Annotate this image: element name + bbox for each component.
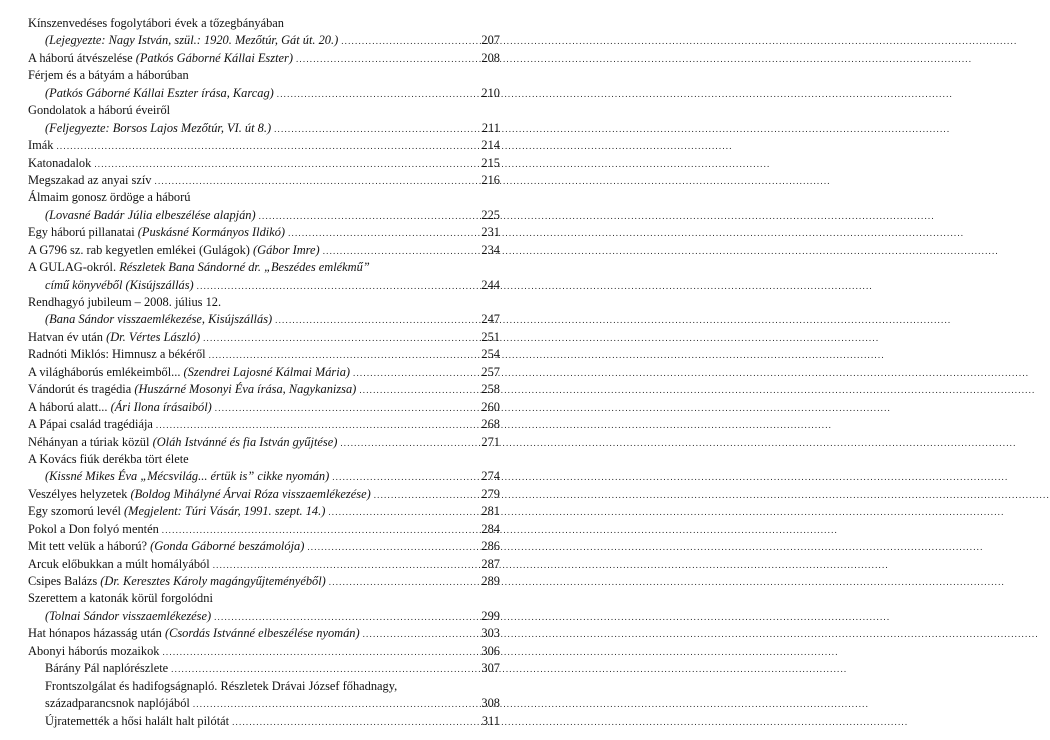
toc-line-text: Egy háború pillanatai (Puskásné Kormányos Ildikó): [28, 225, 286, 240]
toc-line: [28, 85, 500, 102]
toc-line-text: Pokol a Don folyó mentén: [28, 521, 159, 536]
dot-leader: [193, 696, 477, 713]
toc-line-text: (Lovasné Badár Júlia elbeszélése alapján): [45, 207, 256, 222]
toc-line-text: Megszakad az anyai szív: [28, 172, 152, 187]
toc-line: [28, 503, 500, 520]
dot-leader: [307, 539, 477, 556]
dot-leader: [94, 156, 477, 173]
toc-line: [28, 625, 500, 642]
toc-line-text: A Kovács fiúk derékba tört élete: [28, 451, 189, 466]
toc-line: [28, 102, 500, 119]
dot-leader: [353, 365, 477, 382]
toc-entry: [28, 538, 500, 555]
dot-leader: [155, 173, 477, 190]
dot-leader: [332, 469, 477, 486]
toc-entry: [28, 556, 500, 573]
page-number: 303: [481, 626, 500, 641]
dot-leader: [329, 574, 477, 591]
dot-leader: [162, 522, 477, 539]
dot-leader: [296, 51, 477, 68]
toc-entry: [28, 486, 500, 503]
toc-line: [28, 137, 500, 154]
toc-entry: [28, 346, 500, 363]
toc-line-text: A háború átvészelése (Patkós Gáborné Kállai Eszter): [28, 50, 293, 65]
page-number: 225: [481, 207, 500, 222]
toc-line-text: Hatvan év után (Dr. Vértes László): [28, 329, 201, 344]
toc-line: [28, 172, 500, 189]
toc-entry: [28, 224, 500, 241]
page-number: 281: [481, 504, 500, 519]
toc-line: [28, 643, 500, 660]
toc-entry: [28, 102, 500, 137]
dot-leader: [215, 400, 477, 417]
toc-line: [28, 329, 500, 346]
toc-line: [28, 259, 500, 276]
toc-line: [28, 713, 500, 730]
toc-entry: [28, 172, 500, 189]
dot-leader: [259, 208, 477, 225]
toc-line-text: A Pápai család tragédiája: [28, 417, 153, 432]
toc-entry: [28, 381, 500, 398]
dot-leader: [274, 121, 477, 138]
toc-line: [28, 364, 500, 381]
toc-line: [28, 67, 500, 84]
page-number: 254: [481, 347, 500, 362]
dot-leader: [363, 626, 477, 643]
toc-line: [28, 224, 500, 241]
toc-entry: [28, 50, 500, 67]
toc-line: [28, 346, 500, 363]
toc-line-text: Imák: [28, 138, 54, 153]
toc-entry: [28, 137, 500, 154]
toc-line-text: A háború alatt... (Ári Ilona írásaiból): [28, 399, 212, 414]
page-number: 311: [481, 713, 500, 728]
toc-line-text: Férjem és a bátyám a háborúban: [28, 68, 189, 83]
toc-line: [28, 608, 500, 625]
toc-line: [28, 32, 500, 49]
page-number: 274: [481, 469, 500, 484]
toc-line: [28, 277, 500, 294]
dot-leader: [341, 33, 477, 50]
toc-line-text: (Kissné Mikes Éva „Mécsvilág... értük is” cikke nyomán): [45, 469, 330, 484]
dot-leader: [214, 609, 477, 626]
toc-line: [28, 678, 500, 695]
toc-entry: [28, 451, 500, 486]
dot-leader: [197, 278, 477, 295]
toc-line-text: Hat hónapos házasság után (Csordás Istvánné elbeszélése nyomán): [28, 626, 360, 641]
dot-leader: [275, 312, 477, 329]
toc-line-text: Veszélyes helyzetek (Boldog Mihályné Árvai Róza visszaemlékezése): [28, 486, 371, 501]
toc-entry: [28, 364, 500, 381]
toc-entry: [28, 329, 500, 346]
toc-entry: [28, 399, 500, 416]
page-number: 260: [481, 399, 500, 414]
dot-leader: [213, 557, 477, 574]
toc-entry: [28, 503, 500, 520]
toc-line: [28, 538, 500, 555]
page-number: 247: [481, 312, 500, 327]
dot-leader: [323, 243, 477, 260]
toc-entry: [28, 189, 500, 224]
toc-entry: [28, 678, 500, 713]
toc-entry: [28, 660, 500, 677]
dot-leader: [171, 661, 477, 678]
toc-entry: [28, 416, 500, 433]
toc-line: [28, 695, 500, 712]
toc-line: [28, 451, 500, 468]
toc-line: [28, 189, 500, 206]
toc-line: [28, 207, 500, 224]
toc-line: [28, 590, 500, 607]
toc-line-text: A GULAG-okról. Részletek Bana Sándorné dr. „Beszédes emlékmű”: [28, 260, 370, 275]
toc-line: [28, 486, 500, 503]
page-number: 234: [481, 242, 500, 257]
dot-leader: [56, 138, 477, 155]
toc-line: [28, 434, 500, 451]
page-number: 244: [481, 277, 500, 292]
toc-line: [28, 573, 500, 590]
toc-line: [28, 155, 500, 172]
toc-entry: [28, 573, 500, 590]
dot-leader: [232, 714, 477, 731]
page-number: 279: [481, 486, 500, 501]
page-number: 214: [481, 138, 500, 153]
toc-entry: [28, 625, 500, 642]
toc-line-text: A világháborús emlékeimből... (Szendrei Lajosné Kálmai Mária): [28, 364, 351, 379]
toc-line: [28, 416, 500, 433]
toc-line: [28, 556, 500, 573]
dot-leader: [359, 382, 477, 399]
page-number: 258: [481, 382, 500, 397]
page-number: 207: [481, 33, 500, 48]
dot-leader: [162, 644, 477, 661]
page-number: 211: [481, 120, 500, 135]
page-number: 286: [481, 539, 500, 554]
toc-line-text: Álmaim gonosz ördöge a háború: [28, 190, 191, 205]
toc-line-text: (Patkós Gáborné Kállai Eszter írása, Karcag): [45, 85, 274, 100]
toc-line-text: Kínszenvedéses fogolytábori évek a tőzegbányában: [28, 16, 284, 30]
toc-entry: [28, 15, 500, 50]
page-number: 299: [481, 608, 500, 623]
toc-line: [28, 294, 500, 311]
dot-leader: [340, 435, 477, 452]
toc-line-text: Vándorút és tragédia (Huszárné Mosonyi Éva írása, Nagykanizsa): [28, 382, 357, 397]
toc-line-text: Szerettem a katonák körül forgolódni: [28, 591, 213, 606]
dot-leader: [209, 347, 477, 364]
toc-entry: [28, 294, 500, 329]
toc-line-text: A G796 sz. rab kegyetlen emlékei (Gulágok) (Gábor Imre): [28, 242, 320, 257]
page-number: 208: [481, 50, 500, 65]
toc-line: [28, 311, 500, 328]
dot-leader: [288, 225, 477, 242]
page-number: 306: [481, 643, 500, 658]
toc-line-text: Bárány Pál naplórészlete: [45, 661, 169, 676]
page-number: 251: [481, 329, 500, 344]
toc-entry: [28, 521, 500, 538]
toc-line: [28, 468, 500, 485]
toc-line-text: Egy szomorú levél (Megjelent: Túri Vásár, 1991. szept. 14.): [28, 504, 326, 519]
dot-leader: [277, 86, 477, 103]
toc-line: [28, 120, 500, 137]
toc-line: [28, 15, 500, 32]
toc-line-text: Csipes Balázs (Dr. Keresztes Károly magángyűjteményéből): [28, 574, 326, 588]
toc-line: [28, 50, 500, 67]
toc-line-text: című könyvéből (Kisújszállás): [45, 277, 194, 292]
toc-entry: [28, 434, 500, 451]
dot-leader: [156, 417, 477, 434]
toc-line-text: Katonadalok: [28, 155, 92, 170]
toc-entry: [28, 242, 500, 259]
toc-line-text: századparancsnok naplójából: [45, 696, 190, 711]
toc-line-text: Rendhagyó jubileum – 2008. július 12.: [28, 295, 222, 309]
page-number: 210: [481, 85, 500, 100]
toc-entry: [28, 643, 500, 660]
table-of-contents: [28, 15, 500, 730]
toc-line-text: (Feljegyezte: Borsos Lajos Mezőtúr, VI. út 8.): [45, 120, 272, 135]
toc-line: [28, 660, 500, 677]
toc-line-text: Arcuk előbukkan a múlt homályából: [28, 556, 210, 571]
toc-line-text: Néhányan a túriak közül (Oláh Istvánné és fia István gyűjtése): [28, 434, 338, 449]
page-number: 289: [481, 574, 500, 588]
page-number: 216: [481, 172, 500, 187]
dot-leader: [328, 504, 477, 521]
page-number: 268: [481, 417, 500, 432]
toc-line-text: Frontszolgálat és hadifogságnapló. Részletek Drávai József főhadnagy,: [45, 678, 398, 693]
page-number: 271: [481, 434, 500, 449]
page-number: 257: [481, 364, 500, 379]
page-number: 307: [481, 661, 500, 676]
toc-line-text: (Bana Sándor visszaemlékezése, Kisújszállás): [45, 312, 273, 327]
page-number: 284: [481, 521, 500, 536]
toc-line: [28, 381, 500, 398]
toc-entry: [28, 155, 500, 172]
page-number: 287: [481, 556, 500, 571]
toc-line: [28, 521, 500, 538]
toc-entry: [28, 713, 500, 730]
toc-line-text: (Lejegyezte: Nagy István, szül.: 1920. Mezőtúr, Gát út. 20.): [45, 33, 339, 48]
page-number: 215: [481, 155, 500, 170]
toc-line-text: Mit tett velük a háború? (Gonda Gáborné beszámolója): [28, 539, 305, 554]
page-number: 308: [481, 696, 500, 711]
toc-entry: [28, 259, 500, 294]
toc-line-text: Radnóti Miklós: Himnusz a békéről: [28, 347, 206, 362]
toc-line-text: Gondolatok a háború éveiről: [28, 103, 171, 118]
toc-entry: [28, 67, 500, 102]
toc-line-text: Újratemették a hősi halált halt pilótát: [45, 713, 230, 728]
dot-leader: [203, 330, 477, 347]
toc-entry: [28, 590, 500, 625]
page-number: 231: [481, 225, 500, 240]
dot-leader: [374, 487, 477, 504]
toc-line-text: Abonyi háborús mozaikok: [28, 643, 160, 658]
toc-line: [28, 242, 500, 259]
toc-line: [28, 399, 500, 416]
toc-line-text: (Tolnai Sándor visszaemlékezése): [45, 608, 212, 623]
